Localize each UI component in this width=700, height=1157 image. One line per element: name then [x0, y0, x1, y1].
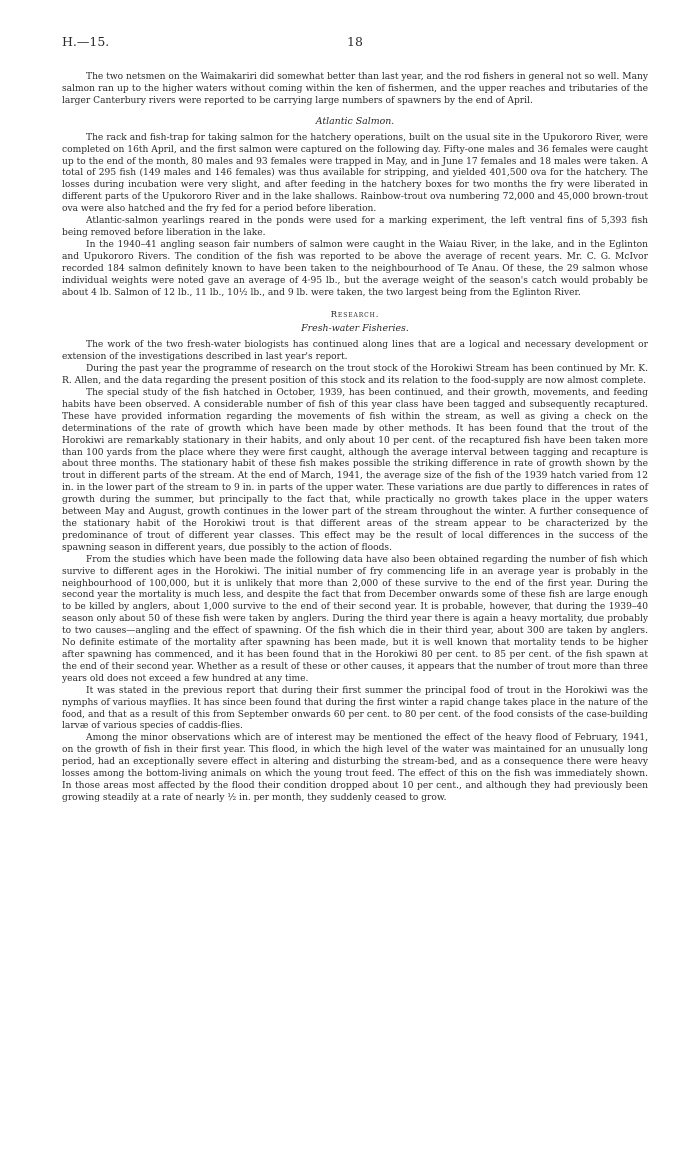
- paragraph-research-flood: Among the minor observations which are of interest may be mentioned the effect of the heavy flood of February, 1941, on the growth of fish in their first year. This flood, in which the high level of the water was maintained for an unusually long period, had an exceptionally severe effect in altering and disturbing the stream-bed, and as a consequence there were heavy losses among the bottom-living animals on which the young trout feed. The effect of this on the fish was immediately shown. In those areas most affected by the flood their condition dropped about 10 per cent., and although they had previously been growing steadily at a rate of nearly ½ in. per month, they suddenly ceased to grow.: [62, 733, 648, 803]
- paragraph-research-work: The work of the two fresh-water biologists has continued along lines that are a logical and necessary development or extension of the investigations described in last year's report.: [62, 340, 648, 363]
- heading-atlantic-salmon: Atlantic Salmon.: [315, 115, 395, 127]
- paragraph-research-study: The special study of the fish hatched in October, 1939, has been continued, and their growth, movements, and feeding habits have been observed. A considerable number of fish of this year class have been tagged and subsequently recaptured. These have provided information regarding the movements of fish within the stream, as well as giving a check on the determinations of the rate of growth which have been made by other methods. It has been found that the trout of the Horokiwi are remarkably stationary in their habits, and only about 10 per cent. of the recaptured fish have been taken more than 100 yards from the place where they were first caught, although the average interval between tagging and recapture is about three months. The stationary habit of these fish makes possible the striking difference in rate of growth shown by the trout in different parts of the stream. At the end of March, 1941, the average size of the fish of the 1939 hatch varied from 12 in. in the lower part of the stream to 9 in. in parts of the upper water. These variations are due partly to differences in rates of growth during the summer, but principally to the fact that, while practically no growth takes place in the upper waters between May and August, growth continues in the lower part of the stream throughout the winter. A further consequence of the stationary habit of the Horokiwi trout is that different areas of the stream appear to be characterized by the predominance of trout of different year classes. This effect may be the result of local differences in the success of the spawning season in different years, due possibly to the action of floods.: [62, 388, 648, 553]
- page-header: [62, 34, 648, 52]
- heading-fresh-water-fisheries: Fresh-water Fisheries.: [301, 323, 409, 335]
- paragraph-salmon-season: In the 1940–41 angling season fair numbers of salmon were caught in the Waiau River, in the lake, and in the Eglinton and Upukororo Rivers. The condition of the fish was reported to be above the average of recent years. Mr. C. G. McIvor recorded 184 salmon definitely known to have been taken to the neighbourhood of Te Anau. Of these, the 29 salmon whose individual weights were noted gave an average of 4·95 lb., but the average weight of the season's catch would probably be about 4 lb. Salmon of 12 lb., 11 lb., 10½ lb., and 9 lb. were taken, the two largest being from the Eglinton River.: [62, 239, 648, 298]
- heading-research: Research.: [330, 310, 380, 321]
- paragraph-salmon-marking: Atlantic-salmon yearlings reared in the ponds were used for a marking experiment, the left ventral fins of 5,393 fish being removed before liberation in the lake.: [62, 216, 648, 238]
- page-number: 18: [347, 34, 363, 49]
- paragraph-research-survival: From the studies which have been made the following data have also been obtained regarding the number of fish which survive to different ages in the Horokiwi. The initial number of fry commencing life in an average year is probably in the neighbourhood of 100,000, but it is unlikely that more than 2,000 of these survive to the end of the first year. During the second year the mortality is much less, and despite the fact that from December onwards some of these fish are large enough to be killed by anglers, about 1,000 survive to the end of their second year. It is probable, however, that during the 1939–40 season only about 50 of these fish were taken by anglers. During the third year there is again a heavy mortality, due probably to two causes—angling and the effect of spawning. Of the fish which die in their third year, about 300 are taken by anglers. No definite estimate of the mortality after spawning has been made, but it is well known that mortality tends to be higher after spawning has commenced, and it has been found that in the Horokiwi 80 per cent. to 85 per cent. of the fish spawn at the end of their second year. Whether as a result of these or other causes, it appears that the number of trout more than three years old does not exceed a few hundred at any time.: [62, 554, 648, 684]
- paragraph-salmon-trap: The rack and fish-trap for taking salmon for the hatchery operations, built on the usual site in the Upukororo River, were completed on 16th April, and the first salmon were captured on the following day. Fifty-one males and 36 females were caught up to the end of the month, 80 males and 93 females were trapped in May, and in June 17 females and 18 males were taken. A total of 295 fish (149 males and 146 females) was thus available for stripping, and yielded 401,500 ova for the hatchery. The losses during incubation were very slight, and after feeding in the hatchery boxes for two months the fry were liberated in different parts of the Upukororo River and in the lake shallows. Rainbow-trout ova numbering 72,000 and 45,000 brown-trout ova were also hatched and the fry fed for a period before liberation.: [62, 132, 648, 215]
- paragraph-research-food: It was stated in the previous report that during their first summer the principal food of trout in the Horokiwi was the nymphs of various mayflies. It has since been found that during the first winter a rapid change takes place in the nature of the food, and that as a result of this from September onwards 60 per cent. to 80 per cent. of the food consists of the case-building larvæ of various species of caddis-flies.: [62, 685, 648, 732]
- report-reference: H.—15.: [62, 34, 110, 49]
- paragraph-research-programme: During the past year the programme of research on the trout stock of the Horokiwi Stream has been continued by Mr. K. R. Allen, and the data regarding the present position of this stock and its relation to the food-supply are now almost complete.: [62, 364, 648, 387]
- paragraph-intro: The two netsmen on the Waimakariri did somewhat better than last year, and the rod fishers in general not so well. Many salmon ran up to the higher waters without coming within the ken of fishermen, and the upper reaches and tributaries of the larger Canterbury rivers were reported to be carrying large numbers of spawners by the end of April.: [62, 72, 648, 106]
